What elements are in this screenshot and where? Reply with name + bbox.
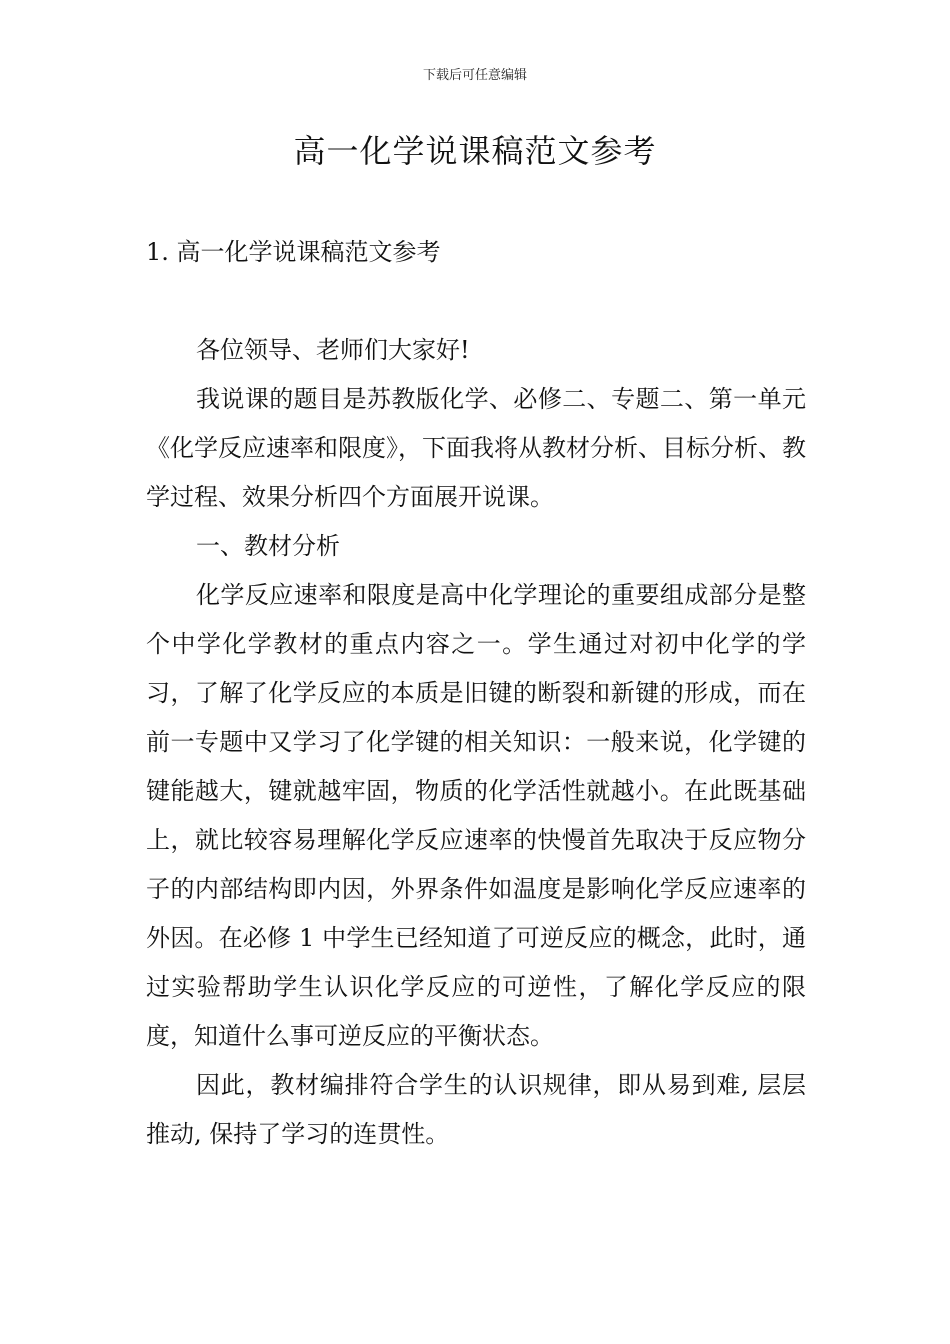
paragraph-conclusion: 因此，教材编排符合学生的认识规律，即从易到难, 层层推动, 保持了学习的连贯性。 bbox=[146, 1071, 806, 1148]
header-note: 下载后可任意编辑 bbox=[422, 68, 527, 83]
paragraph-analysis: 化学反应速率和限度是高中化学理论的重要组成部分是整个中学化学教材的重点内容之一。学生通过对初中化学的学习，了解了化学反应的本质是旧键的断裂和新键的形成，而在前一专题中又学习了化学键的相关知识：一般来说，化学键的键能越大，键就越牢固，物质的化学活性就越小。在此既基础上，就比较容易理解化学反应速率的快慢首先取决于反应物分子的内部结构即内因，外界条件如温度是影响化学反应速率的外因。在必修 1 中学生已经知道了可逆反应的概念，此时，通过实验帮助学生认识化学反应的可逆性，了解化学反应的限度，知道什么事可逆反应的平衡状态。 bbox=[146, 581, 806, 1050]
document-body bbox=[146, 326, 806, 1159]
section-heading: 1. 高一化学说课稿范文参考 bbox=[146, 238, 441, 266]
paragraph-intro: 我说课的题目是苏教版化学、必修二、专题二、第一单元《化学反应速率和限度》，下面我将从教材分析、目标分析、教学过程、效果分析四个方面展开说课。 bbox=[146, 385, 806, 511]
document-title: 高一化学说课稿范文参考 bbox=[293, 132, 657, 170]
paragraph-greeting: 各位领导、老师们大家好! bbox=[196, 336, 470, 364]
paragraph-subheading: 一、教材分析 bbox=[196, 532, 340, 560]
